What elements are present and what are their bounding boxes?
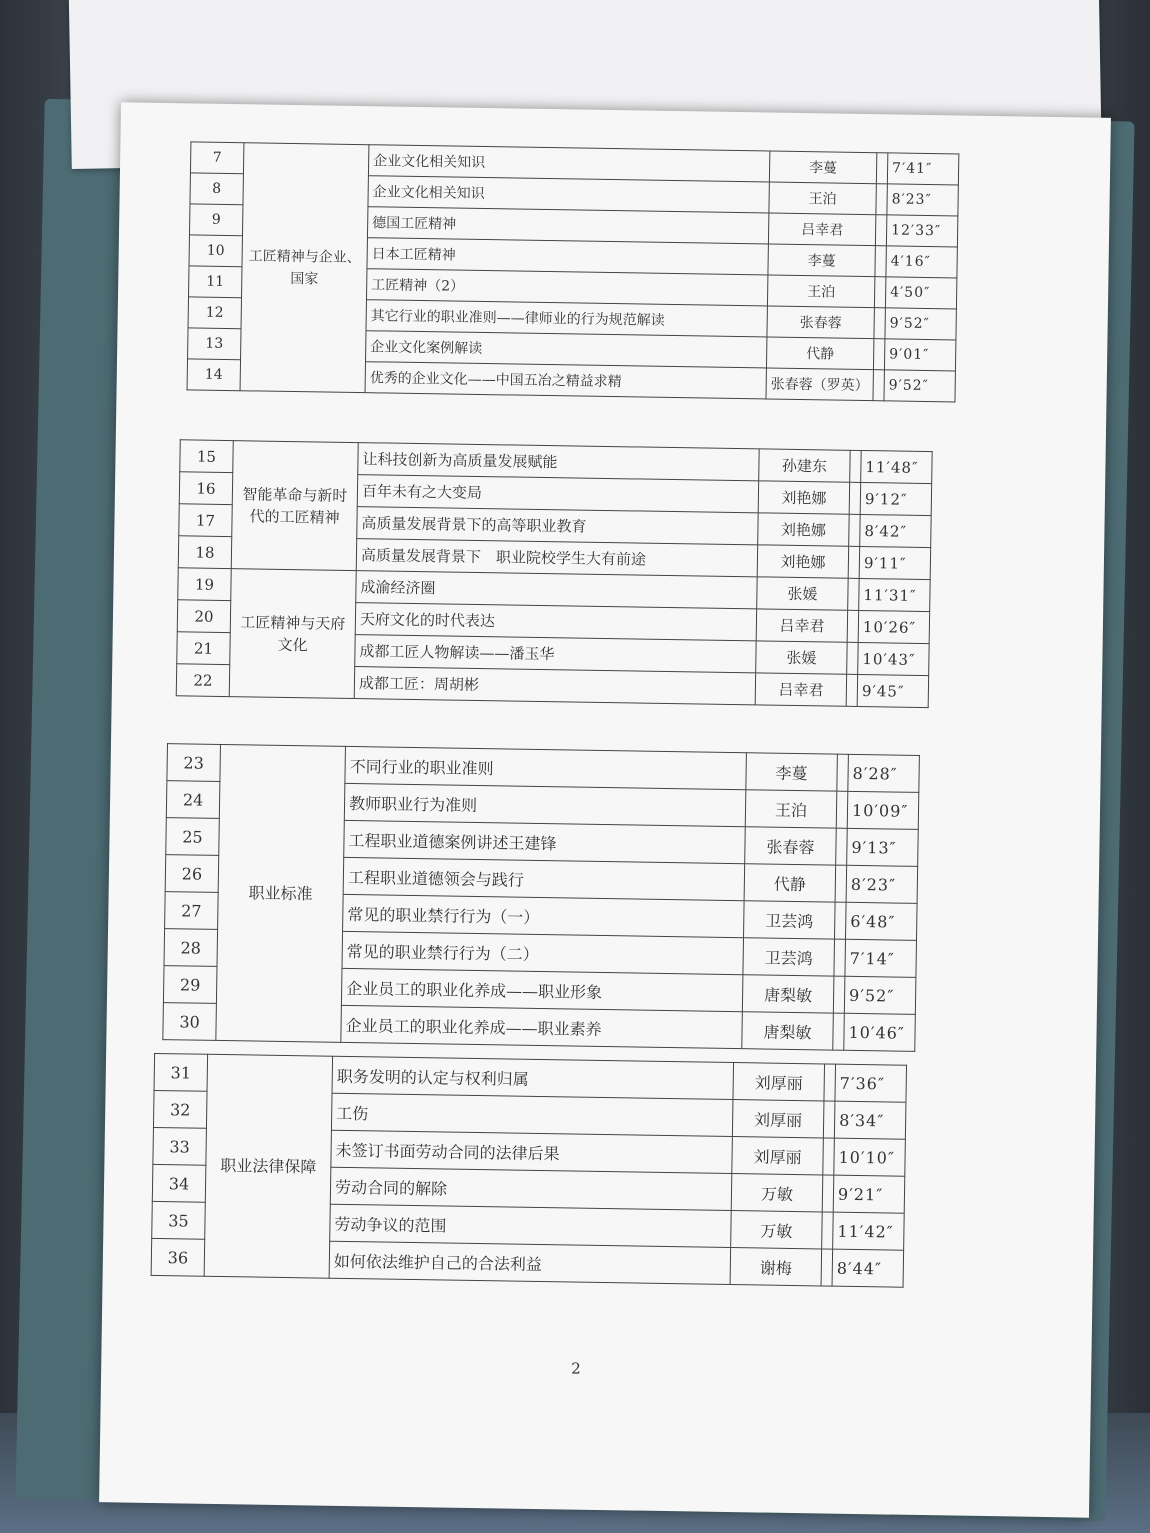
- video-duration: 8′28″: [848, 754, 920, 792]
- course-table-1: [187, 141, 960, 402]
- course-number: 35: [152, 1201, 206, 1239]
- cell-gap: [873, 339, 884, 370]
- teacher-name: 卫芸鸿: [744, 901, 836, 939]
- course-number: 25: [166, 818, 220, 856]
- course-number: 11: [189, 266, 242, 298]
- teacher-name: 代静: [766, 337, 873, 370]
- teacher-name: 万敏: [731, 1174, 823, 1212]
- teacher-name: 王泊: [767, 275, 874, 308]
- course-number: 36: [151, 1238, 205, 1276]
- video-duration: 10′09″: [847, 791, 919, 829]
- cell-gap: [876, 153, 887, 184]
- teacher-name: 刘厚丽: [732, 1100, 824, 1138]
- teacher-name: 李蔓: [768, 244, 875, 277]
- cell-gap: [850, 450, 862, 482]
- cell-gap: [847, 610, 859, 642]
- cell-gap: [822, 1212, 834, 1249]
- video-duration: 9′45″: [857, 674, 928, 707]
- section-1: [187, 142, 959, 402]
- course-topic: 其它行业的职业准则——律师业的行为规范解读: [366, 300, 767, 337]
- course-number: 9: [189, 204, 242, 236]
- course-number: 28: [164, 929, 218, 967]
- course-number: 13: [188, 328, 241, 360]
- course-number: 34: [152, 1164, 206, 1202]
- course-topic: 工程职业道德案例讲述王建锋: [344, 820, 746, 863]
- course-number: 17: [179, 504, 232, 537]
- course-topic: 高质量发展背景下 职业院校学生大有前途: [356, 539, 757, 577]
- course-topic: 教师职业行为准则: [344, 783, 746, 826]
- video-duration: 9′21″: [833, 1175, 905, 1213]
- document-page: [99, 102, 1111, 1517]
- video-duration: 8′23″: [887, 184, 958, 216]
- teacher-name: 唐梨敏: [742, 975, 834, 1013]
- video-duration: 8′44″: [832, 1249, 904, 1287]
- cell-gap: [836, 828, 848, 865]
- course-topic: 优秀的企业文化——中国五冶之精益求精: [365, 362, 766, 399]
- cell-gap: [874, 308, 885, 339]
- course-topic: 常见的职业禁行行为（一）: [343, 894, 745, 937]
- cell-gap: [849, 514, 861, 546]
- video-duration: 4′16″: [886, 246, 957, 278]
- course-number: 14: [187, 359, 240, 391]
- course-number: 20: [177, 600, 230, 633]
- teacher-name: 刘厚丽: [732, 1137, 824, 1175]
- cell-gap: [848, 546, 860, 578]
- course-number: 19: [178, 568, 231, 601]
- module-name: 职业法律保障: [204, 1054, 332, 1278]
- course-number: 21: [177, 632, 230, 665]
- module-name: 工匠精神与天府文化: [229, 569, 356, 699]
- teacher-name: 刘厚丽: [733, 1063, 825, 1101]
- course-number: 23: [167, 744, 221, 782]
- cell-gap: [876, 184, 887, 215]
- cell-gap: [822, 1175, 834, 1212]
- course-table-3: [162, 743, 920, 1052]
- course-number: 33: [153, 1127, 207, 1165]
- course-topic: 成渝经济圈: [356, 571, 757, 609]
- video-duration: 10′46″: [844, 1013, 916, 1051]
- course-topic: 成都工匠人物解读——潘玉华: [355, 635, 756, 673]
- cell-gap: [875, 215, 886, 246]
- course-topic: 未签订书面劳动合同的法律后果: [331, 1130, 733, 1173]
- cell-gap: [821, 1249, 833, 1286]
- teacher-name: 吕幸君: [755, 673, 846, 706]
- teacher-name: 孙建东: [759, 449, 850, 482]
- course-number: 30: [163, 1003, 217, 1041]
- teacher-name: 谢梅: [730, 1248, 822, 1286]
- video-duration: 9′01″: [884, 339, 955, 371]
- module-name: 智能革命与新时代的工匠精神: [231, 441, 358, 571]
- teacher-name: 李蔓: [746, 753, 838, 791]
- section-2-3: [176, 440, 932, 708]
- course-topic: 企业文化相关知识: [368, 176, 769, 213]
- course-topic: 德国工匠精神: [367, 207, 768, 244]
- teacher-name: 李蔓: [769, 151, 876, 184]
- course-topic: 工伤: [331, 1093, 733, 1136]
- course-topic: 日本工匠精神: [367, 238, 768, 275]
- video-duration: 7′41″: [887, 153, 958, 185]
- course-topic: 百年未有之大变局: [357, 475, 758, 513]
- course-number: 16: [179, 472, 232, 505]
- course-topic: 企业员工的职业化养成——职业形象: [341, 968, 743, 1011]
- teacher-name: 王泊: [769, 182, 876, 215]
- cell-gap: [834, 939, 846, 976]
- course-number: 15: [180, 440, 233, 473]
- teacher-name: 张春蓉: [745, 827, 837, 865]
- cell-gap: [836, 791, 848, 828]
- course-number: 29: [163, 966, 217, 1004]
- course-number: 8: [190, 173, 243, 205]
- cell-gap: [833, 976, 845, 1013]
- video-duration: 11′31″: [859, 578, 930, 611]
- course-number: 27: [165, 892, 219, 930]
- video-duration: 7′36″: [835, 1064, 907, 1102]
- video-duration: 7′14″: [845, 939, 917, 977]
- course-table-2: [176, 439, 933, 708]
- course-number: 26: [165, 855, 219, 893]
- course-number: 31: [154, 1053, 208, 1091]
- course-topic: 天府文化的时代表达: [355, 603, 756, 641]
- course-topic: 企业文化案例解读: [366, 331, 767, 368]
- table-row: [154, 1053, 906, 1102]
- teacher-name: 张春蓉: [767, 306, 874, 339]
- course-topic: 成都工匠：周胡彬: [354, 667, 755, 705]
- teacher-name: 王泊: [745, 790, 837, 828]
- cell-gap: [847, 642, 859, 674]
- course-table-4: [151, 1053, 907, 1288]
- video-duration: 8′42″: [860, 514, 931, 547]
- cell-gap: [873, 370, 884, 401]
- teacher-name: 张春蓉（罗英）: [766, 368, 873, 401]
- section-5: [151, 1053, 906, 1287]
- video-duration: 8′23″: [846, 865, 918, 903]
- video-duration: 9′13″: [847, 828, 919, 866]
- video-duration: 9′52″: [884, 370, 955, 402]
- course-number: 12: [188, 297, 241, 329]
- video-duration: 10′26″: [858, 610, 929, 643]
- cell-gap: [837, 754, 849, 791]
- cell-gap: [875, 246, 886, 277]
- cell-gap: [823, 1138, 835, 1175]
- course-topic: 企业文化相关知识: [368, 145, 769, 182]
- course-number: 24: [166, 781, 220, 819]
- teacher-name: 刘艳娜: [758, 481, 849, 514]
- teacher-name: 刘艳娜: [758, 513, 849, 546]
- video-duration: 10′10″: [834, 1138, 906, 1176]
- video-duration: 9′11″: [859, 546, 930, 579]
- cell-gap: [835, 865, 847, 902]
- cell-gap: [848, 578, 860, 610]
- cell-gap: [833, 1013, 845, 1050]
- course-topic: 让科技创新为高质量发展赋能: [358, 443, 759, 481]
- table-row: [167, 744, 919, 793]
- course-number: 32: [153, 1090, 207, 1128]
- cell-gap: [824, 1064, 836, 1101]
- page-number: 2: [571, 1359, 581, 1378]
- video-duration: 10′43″: [858, 642, 929, 675]
- course-topic: 常见的职业禁行行为（二）: [342, 931, 744, 974]
- course-topic: 企业员工的职业化养成——职业素养: [341, 1005, 743, 1048]
- teacher-name: 代静: [744, 864, 836, 902]
- course-topic: 工匠精神（2）: [366, 269, 767, 306]
- cell-gap: [849, 482, 861, 514]
- video-duration: 11′48″: [861, 450, 932, 483]
- video-duration: 12′33″: [886, 215, 957, 247]
- cell-gap: [823, 1101, 835, 1138]
- course-topic: 不同行业的职业准则: [345, 746, 747, 789]
- video-duration: 11′42″: [833, 1212, 905, 1250]
- teacher-name: 吕幸君: [768, 213, 875, 246]
- course-topic: 工程职业道德领会与践行: [343, 857, 745, 900]
- course-number: 7: [190, 142, 243, 174]
- course-topic: 劳动争议的范围: [330, 1204, 732, 1247]
- course-topic: 如何依法维护自己的合法利益: [329, 1241, 731, 1284]
- module-name: 职业标准: [216, 744, 346, 1042]
- video-duration: 9′52″: [844, 976, 916, 1014]
- video-duration: 4′50″: [885, 277, 956, 309]
- video-duration: 6′48″: [845, 902, 917, 940]
- course-number: 10: [189, 235, 242, 267]
- video-duration: 9′52″: [885, 308, 956, 340]
- video-duration: 8′34″: [834, 1101, 906, 1139]
- teacher-name: 卫芸鸿: [743, 938, 835, 976]
- course-number: 18: [178, 536, 231, 569]
- teacher-name: 万敏: [731, 1211, 823, 1249]
- section-4: [163, 744, 920, 1052]
- module-name: 工匠精神与企业、国家: [240, 143, 369, 393]
- course-topic: 高质量发展背景下的高等职业教育: [357, 507, 758, 545]
- teacher-name: 张媛: [756, 641, 847, 674]
- cell-gap: [874, 277, 885, 308]
- cell-gap: [835, 902, 847, 939]
- course-topic: 劳动合同的解除: [330, 1167, 732, 1210]
- cell-gap: [846, 674, 858, 706]
- teacher-name: 吕幸君: [756, 609, 847, 642]
- course-topic: 职务发明的认定与权利归属: [332, 1056, 734, 1099]
- teacher-name: 唐梨敏: [742, 1012, 834, 1050]
- course-number: 22: [176, 664, 229, 697]
- video-duration: 9′12″: [860, 482, 931, 515]
- teacher-name: 张媛: [757, 577, 848, 610]
- teacher-name: 刘艳娜: [757, 545, 848, 578]
